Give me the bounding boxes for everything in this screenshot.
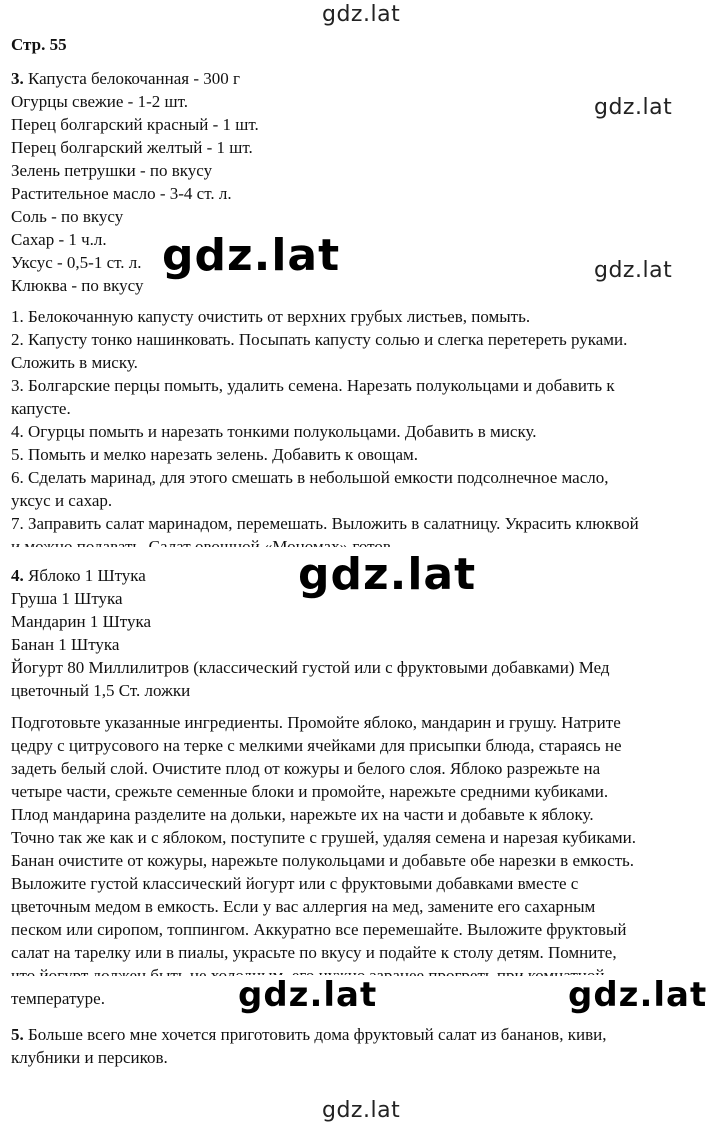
paragraph-line: цветочным медом в емкость. Если у вас аллергия на мед, замените его сахарным [11, 897, 596, 916]
ingredient-line: цветочный 1,5 Ст. ложки [11, 681, 191, 700]
ingredient-line: Груша 1 Штука [11, 589, 123, 608]
paragraph-line: четыре части, срежьте семенные блоки и промойте, нарежьте средними кубиками. [11, 782, 609, 801]
ingredient-line: Соль - по вкусу [11, 207, 124, 226]
watermark: gdz.lat [298, 549, 477, 600]
task-number: 5. [11, 1025, 24, 1044]
paragraph-line: задеть белый слой. Очистите плод от кожуры и белого слоя. Яблоко разрежьте на [11, 759, 601, 778]
watermark: gdz.lat [568, 975, 708, 1015]
ingredient-line: Перец болгарский желтый - 1 шт. [11, 138, 253, 157]
ingredient-line: Огурцы свежие - 1-2 шт. [11, 92, 188, 111]
ingredient-line: Уксус - 0,5-1 ст. л. [11, 253, 142, 272]
step-line: 2. Капусту тонко нашинковать. Посыпать капусту солью и слегка перетереть руками. [11, 330, 628, 349]
step-line: уксус и сахар. [11, 491, 113, 510]
ingredient-line: Клюква - по вкусу [11, 276, 144, 295]
task-number: 4. [11, 566, 24, 585]
paragraph-line: Банан очистите от кожуры, нарежьте полукольцами и добавьте обе нарезки в емкость. [11, 851, 635, 870]
step-line: капусте. [11, 399, 71, 418]
paragraph-line: Подготовьте указанные ингредиенты. Промойте яблоко, мандарин и грушу. Натрите [11, 713, 621, 732]
paragraph-line: песком или сиропом, топпингом. Аккуратно все перемешайте. Выложите фруктовый [11, 920, 627, 939]
paragraph-line: Выложите густой классический йогурт или с фруктовыми добавками вместе с [11, 874, 579, 893]
watermark: gdz.lat [594, 95, 673, 120]
ingredient-line: Йогурт 80 Миллилитров (классический густой или с фруктовыми добавками) Мед [11, 658, 610, 677]
paragraph-line: Точно так же как и с яблоком, поступите с грушей, удаляя семена и нарезая кубиками. [11, 828, 637, 847]
page-title: Стр. 55 [11, 35, 67, 54]
ingredient-line: Мандарин 1 Штука [11, 612, 152, 631]
paragraph-line: Плод мандарина разделите на дольки, нарежьте их на части и добавьте к яблоку. [11, 805, 594, 824]
watermark: gdz.lat [238, 975, 378, 1015]
watermark: gdz.lat [162, 230, 341, 281]
ingredient-line: Растительное масло - 3-4 ст. л. [11, 184, 232, 203]
ingredient-line: Перец болгарский красный - 1 шт. [11, 115, 259, 134]
paragraph-line: цедру с цитрусового на терке с мелкими ячейками для присыпки блюда, стараясь не [11, 736, 622, 755]
ingredient-line: Банан 1 Штука [11, 635, 120, 654]
step-line: 6. Сделать маринад, для этого смешать в небольшой емкости подсолнечное масло, [11, 468, 609, 487]
step-line: 4. Огурцы помыть и нарезать тонкими полукольцами. Добавить в миску. [11, 422, 537, 441]
answer-line: клубники и персиков. [11, 1048, 168, 1067]
step-line: 1. Белокочанную капусту очистить от верхних грубых листьев, помыть. [11, 307, 531, 326]
task-number: 3. [11, 69, 24, 88]
step-line: 5. Помыть и мелко нарезать зелень. Добавить к овощам. [11, 445, 419, 464]
ingredient-line: Сахар - 1 ч.л. [11, 230, 107, 249]
paragraph-line: салат на тарелку или в пиалы, украсьте по вкусу и подайте к столу детям. Помните, [11, 943, 617, 962]
answer-line: 5. Больше всего мне хочется приготовить дома фруктовый салат из бананов, киви, [11, 1025, 607, 1044]
step-line: 7. Заправить салат маринадом, перемешать. Выложить в салатницу. Украсить клюквой [11, 514, 639, 533]
step-line: 3. Болгарские перцы помыть, удалить семена. Нарезать полукольцами и добавить к [11, 376, 615, 395]
step-line: Сложить в миску. [11, 353, 138, 372]
ingredient-line: Зелень петрушки - по вкусу [11, 161, 213, 180]
paragraph-line: температуре. [11, 989, 105, 1008]
ingredient-line: 3. Капуста белокочанная - 300 г [11, 69, 240, 88]
watermark: gdz.lat [322, 2, 401, 27]
watermark: gdz.lat [594, 258, 673, 283]
watermark: gdz.lat [322, 1098, 401, 1123]
ingredient-line: 4. Яблоко 1 Штука [11, 566, 146, 585]
